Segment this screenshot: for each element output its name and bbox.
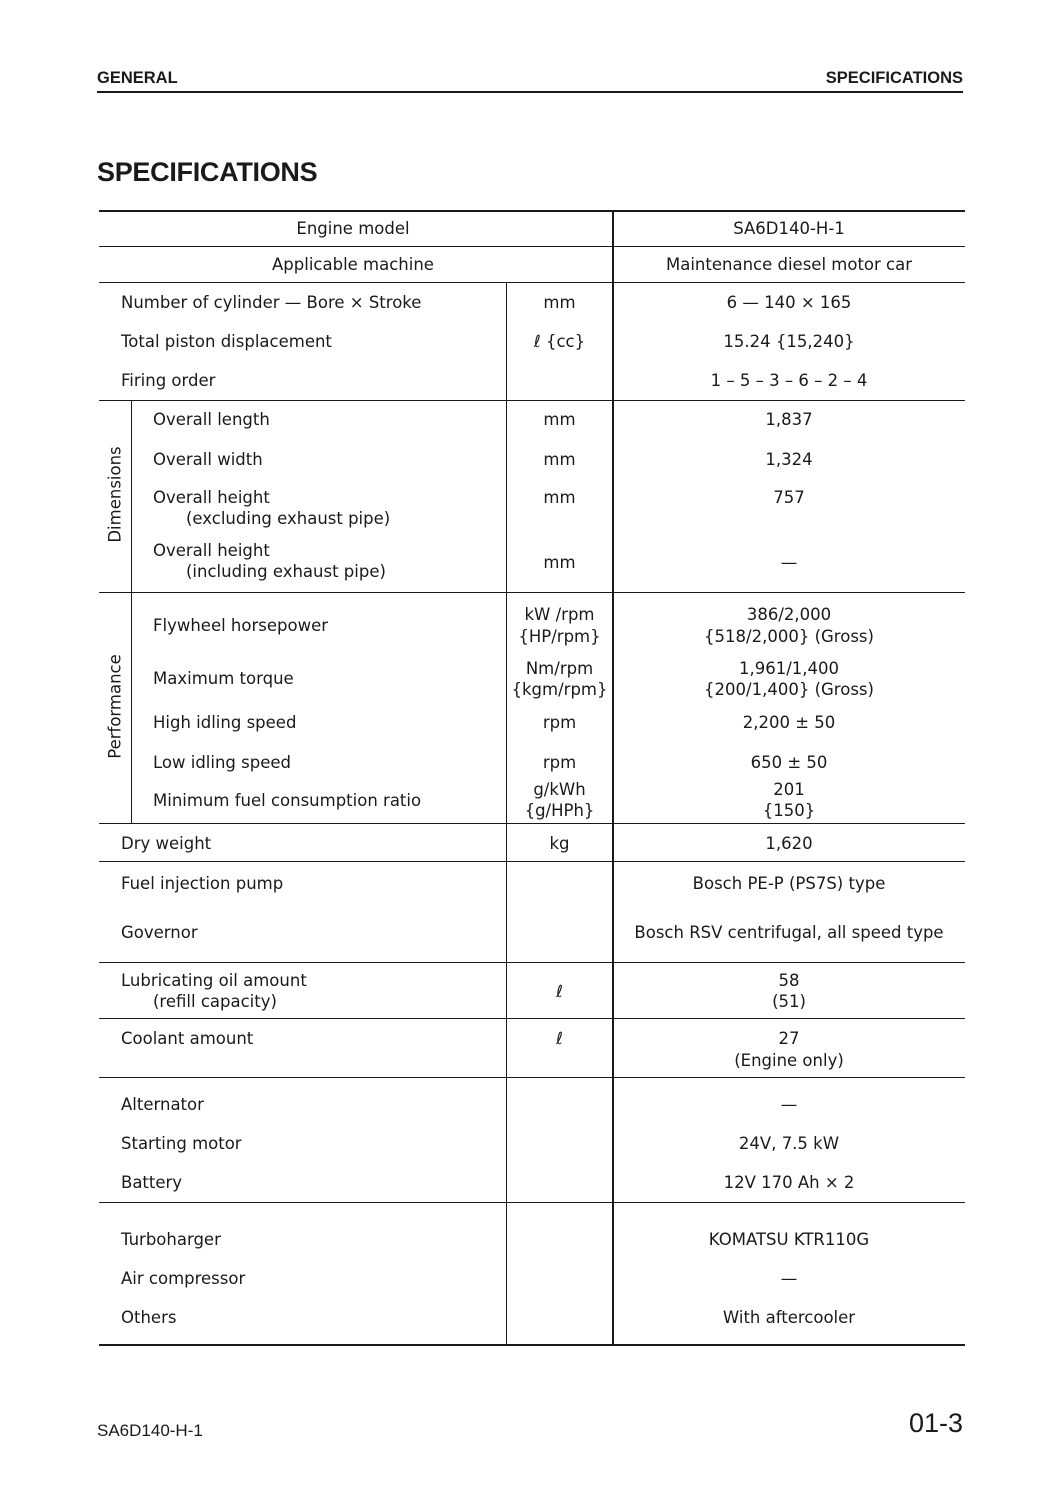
row-unit-alt: {kgm/rpm} [511,680,608,699]
row-rule [99,1077,965,1078]
row-sublabel: (refill capacity) [153,992,277,1011]
row-unit: mm [543,293,576,312]
footer-model: SA6D140-H-1 [97,1421,203,1440]
row-label: Overall length [153,410,270,429]
row-value: 201 [773,780,805,799]
row-label: Others [121,1308,177,1327]
row-label: Coolant amount [121,1029,254,1048]
applicable-machine-value: Maintenance diesel motor car [665,255,913,274]
table-bottom-rule [99,1344,965,1346]
row-label: Overall height [153,541,270,560]
row-unit: rpm [542,753,577,772]
row-label: Governor [121,923,198,942]
engine-model-value: SA6D140-H-1 [733,219,845,238]
row-unit: mm [543,488,576,507]
group-column-rule [131,400,132,823]
row-label: Overall width [153,450,263,469]
row-label: Overall height [153,488,270,507]
row-value: — [780,1269,798,1288]
header-section-label: GENERAL [97,69,178,87]
row-label: Number of cylinder — Bore × Stroke [121,293,422,312]
page-title: SPECIFICATIONS [97,157,318,187]
header-chapter-label: SPECIFICATIONS [825,69,963,87]
row-unit-alt: {g/HPh} [524,801,595,820]
row-rule [99,861,965,862]
row-value: 1,961/1,400 [738,659,840,678]
row-unit: ℓ [556,982,563,1001]
row-label: Lubricating oil amount [121,971,307,990]
row-label: Maximum torque [153,669,294,688]
row-value: 757 [773,488,805,507]
row-label: Battery [121,1173,183,1192]
row-value: KOMATSU KTR110G [708,1230,870,1249]
row-unit: kW /rpm [524,605,595,624]
row-label: Low idling speed [153,753,291,772]
row-rule [99,400,965,401]
row-label: Alternator [121,1095,204,1114]
row-value: 386/2,000 [746,605,832,624]
dimensions-group-label: Dimensions [105,446,125,543]
applicable-machine-label: Applicable machine [272,255,434,274]
row-sublabel: (excluding exhaust pipe) [186,509,391,528]
row-value: Bosch PE-P (PS7S) type [692,874,886,893]
table-top-rule [99,210,965,212]
row-value-alt: (51) [772,992,806,1011]
row-unit: rpm [542,713,577,732]
row-value: 1,837 [765,410,813,429]
row-label: Dry weight [121,834,212,853]
row-value-alt: {518/2,000} (Gross) [704,627,874,646]
row-sublabel: (including exhaust pipe) [186,562,386,581]
row-label: Fuel injection pump [121,874,284,893]
row-value: 58 [778,971,800,990]
row-value: Bosch RSV centrifugal, all speed type [634,923,944,942]
row-unit: Nm/rpm [525,659,594,678]
row-value-alt: {150} [762,801,816,820]
row-value: 1,324 [765,450,813,469]
row-value: With aftercooler [722,1308,856,1327]
row-rule [99,962,965,963]
row-rule [99,1202,965,1203]
row-value: 27 [778,1029,800,1048]
row-rule [99,246,965,247]
row-value: 650 ± 50 [750,753,828,772]
row-unit: mm [543,450,576,469]
row-unit: ℓ {cc} [533,332,586,351]
row-unit: ℓ [556,1029,563,1048]
row-value-alt: (Engine only) [734,1051,844,1070]
row-label: Flywheel horsepower [153,616,329,635]
row-label: High idling speed [153,713,297,732]
row-value: — [780,553,798,572]
row-unit: kg [549,834,570,853]
row-label: Starting motor [121,1134,242,1153]
row-rule [99,823,965,824]
row-label: Firing order [121,371,216,390]
row-label: Total piston displacement [121,332,332,351]
engine-model-label: Engine model [296,219,410,238]
performance-group-label: Performance [105,654,125,759]
row-rule [99,592,965,593]
row-value: 6 — 140 × 165 [726,293,852,312]
row-label: Air compressor [121,1269,246,1288]
row-value: 2,200 ± 50 [742,713,836,732]
row-unit-alt: {HP/rpm} [518,627,601,646]
row-value: 1,620 [765,834,813,853]
row-rule [99,282,965,283]
row-label: Turboharger [121,1230,221,1249]
row-unit: mm [543,410,576,429]
row-unit: mm [543,553,576,572]
page-number: 01-3 [908,1408,963,1438]
row-value: — [780,1095,798,1114]
row-value: 12V 170 Ah × 2 [723,1173,855,1192]
row-label: Minimum fuel consumption ratio [153,791,422,810]
row-unit: g/kWh [533,780,586,799]
row-value: 1 – 5 – 3 – 6 – 2 – 4 [710,371,868,390]
row-value: 24V, 7.5 kW [738,1134,840,1153]
row-value: 15.24 {15,240} [723,332,855,351]
row-value-alt: {200/1,400} (Gross) [704,680,874,699]
row-rule [99,1018,965,1019]
